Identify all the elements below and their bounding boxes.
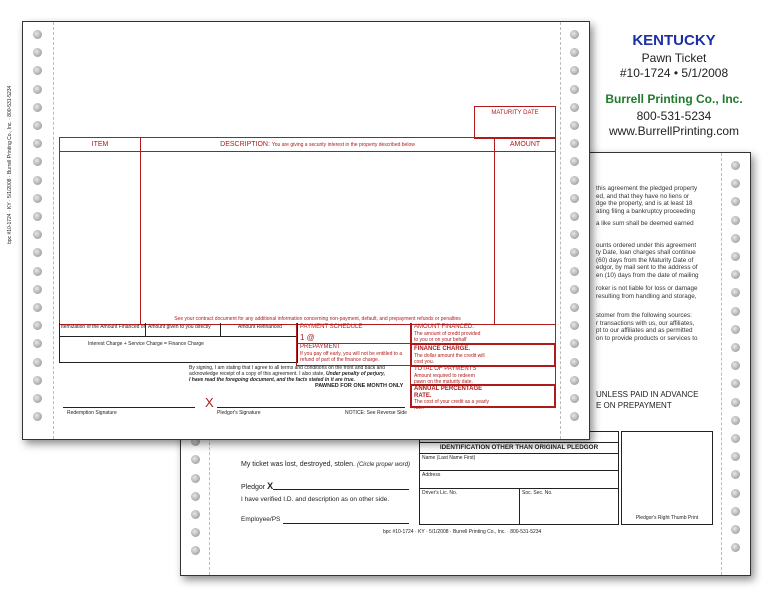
- tractor-hole: [570, 103, 579, 112]
- tractor-hole: [33, 303, 42, 312]
- tractor-hole: [33, 339, 42, 348]
- apr-box: [410, 384, 556, 411]
- tractor-hole: [731, 343, 740, 352]
- itemization-row: [59, 323, 298, 337]
- item-table: [59, 137, 556, 325]
- perforation-right: [721, 153, 722, 575]
- terms-line: this agreement the pledged property: [596, 185, 698, 192]
- agreement-text: [189, 365, 409, 383]
- tractor-hole: [33, 248, 42, 257]
- ssn-label: Soc. Sec. No.: [522, 490, 553, 496]
- tractor-hole: [191, 528, 200, 537]
- tractor-hole: [731, 434, 740, 443]
- tractor-hole: [731, 507, 740, 516]
- tractor-hole: [191, 474, 200, 483]
- maturity-date-label: MATURITY DATE: [491, 110, 539, 116]
- verified-text: I have verified I.D. and description as on other side.: [241, 496, 390, 503]
- charges-row: [59, 336, 298, 363]
- given-directly-label: Amount given to you directly: [148, 324, 211, 330]
- terms-line: resulting from handling and storage,: [596, 292, 697, 300]
- tractor-hole: [731, 197, 740, 206]
- tractor-hole: [731, 489, 740, 498]
- tractor-hole: [731, 452, 740, 461]
- employee-label: Employee/PS: [241, 516, 281, 523]
- terms-line: (60) days from the Maturity Date of: [596, 256, 694, 264]
- tractor-hole: [33, 376, 42, 385]
- tractor-hole: [570, 194, 579, 203]
- tractor-hole: [33, 321, 42, 330]
- tractor-hole: [33, 230, 42, 239]
- total-payments-note: Amount required to redeem pawn on the maturity date.: [414, 373, 475, 385]
- id-heading: IDENTIFICATION OTHER THAN ORIGINAL PLEDGOR: [439, 444, 599, 451]
- terms-line: ating filing a bankruptcy proceeding: [596, 207, 696, 215]
- amount-financed-label: AMOUNT FINANCED.: [414, 324, 474, 330]
- tractor-hole: [33, 121, 42, 130]
- tractor-hole: [731, 543, 740, 552]
- prepayment-text: E ON PREPAYMENT: [596, 401, 672, 410]
- cell-rule: [145, 323, 146, 336]
- terms-line: pt to our affiliates and as permitted: [596, 327, 693, 334]
- maturity-date-box: [474, 106, 556, 139]
- pawned-label: PAWNED FOR ONE MONTH ONLY: [315, 383, 404, 389]
- terms-line: on to provide products or services to: [596, 334, 698, 342]
- tractor-hole: [731, 216, 740, 225]
- payment-value: 1 @: [300, 333, 315, 342]
- tractor-hole: [570, 157, 579, 166]
- thumb-print-box: [621, 431, 713, 525]
- company-name: Burrell Printing Co., Inc.: [605, 92, 743, 106]
- tractor-hole: [33, 412, 42, 421]
- id-divider: [519, 488, 520, 524]
- tractor-hole: [570, 394, 579, 403]
- tractor-hole: [570, 85, 579, 94]
- id-divider: [420, 453, 618, 454]
- tractor-hole: [731, 234, 740, 243]
- tractor-hole: [33, 103, 42, 112]
- info-panel: [596, 32, 752, 139]
- tractor-hole: [570, 30, 579, 39]
- terms-line: ed, and that they have no liens or: [596, 192, 690, 200]
- tractor-hole: [731, 179, 740, 188]
- terms-line: stomer from the following sources:: [596, 312, 692, 319]
- pledgor-label: Pledgor X: [241, 481, 274, 491]
- amount-financed-box: [410, 323, 556, 344]
- tractor-hole: [33, 48, 42, 57]
- tractor-hole: [570, 376, 579, 385]
- front-sheet: [7, 21, 590, 440]
- tractor-hole: [570, 121, 579, 130]
- terms-text: [596, 185, 714, 342]
- tractor-hole: [731, 252, 740, 261]
- thumb-print-label: Pledgor's Right Thumb Print: [635, 515, 699, 521]
- employee-line: [283, 523, 409, 524]
- tractor-hole: [731, 379, 740, 388]
- charges-label: Interest Charge + Service Charge = Finance Charge: [88, 341, 204, 347]
- tractor-hole: [731, 325, 740, 334]
- tractor-hole: [570, 176, 579, 185]
- tractor-hole: [33, 176, 42, 185]
- name-label: Name (Last Name First): [422, 455, 476, 461]
- id-divider: [420, 470, 618, 471]
- tractor-hole: [33, 66, 42, 75]
- pledgor-x: X: [267, 481, 274, 491]
- tractor-hole: [33, 157, 42, 166]
- terms-line: roker is not liable for loss or damage: [596, 285, 698, 292]
- tractor-hole: [33, 394, 42, 403]
- tractor-hole: [570, 248, 579, 257]
- tractor-hole: [570, 303, 579, 312]
- company-website[interactable]: www.BurrellPrinting.com: [608, 124, 740, 138]
- apr-note: The cost of your credit as a yearly rate.: [414, 399, 490, 411]
- tractor-hole: [33, 30, 42, 39]
- form-name: Pawn Ticket: [641, 51, 707, 65]
- tractor-hole: [731, 288, 740, 297]
- tractor-hole: [731, 161, 740, 170]
- pledgor-signature-line: [217, 407, 405, 408]
- description-header: DESCRIPTION: You are giving a security interest in the property described below: [220, 141, 415, 148]
- side-code: bpc #10-1724 · KY · 5/1/2008 · Burrell Printing Co., Inc. · 800-531-5234: [7, 85, 13, 244]
- tractor-hole: [33, 358, 42, 367]
- id-block: [419, 431, 619, 525]
- company-phone: 800-531-5234: [636, 109, 712, 123]
- item-header: ITEM: [91, 141, 109, 148]
- column-rule: [140, 138, 141, 324]
- tractor-hole: [570, 267, 579, 276]
- terms-line: a like sum shall be deemed earned: [596, 220, 694, 227]
- notice-label: NOTICE: See Reverse Side: [345, 410, 407, 416]
- tractor-hole: [731, 416, 740, 425]
- agreement-line: I have read the foregoing document, and the facts stated in it are true.: [189, 377, 355, 383]
- unless-paid-text: UNLESS PAID IN ADVANCE: [596, 390, 699, 399]
- tractor-hole: [570, 48, 579, 57]
- tractor-hole: [570, 358, 579, 367]
- tractor-hole: [33, 212, 42, 221]
- state-title: KENTUCKY: [632, 32, 716, 49]
- terms-line: edgor, by mail sent to the address of: [596, 264, 698, 271]
- tractor-hole: [33, 139, 42, 148]
- cell-rule: [220, 323, 221, 336]
- license-label: Driver's Lic. No.: [422, 490, 458, 496]
- back-footer: bpc #10-1724 · KY · 5/1/2008 · Burrell Printing Co., Inc. · 800-531-5234: [383, 529, 542, 535]
- terms-line: en (10) days from the date of mailing: [596, 271, 699, 279]
- refinanced-label: Amount Refinanced: [238, 324, 282, 330]
- amount-header: AMOUNT: [509, 141, 541, 148]
- header-rule: [60, 151, 555, 152]
- tractor-hole: [570, 66, 579, 75]
- total-payments-box: [410, 365, 556, 385]
- finance-charge-note: The dollar amount the credit will cost you.: [414, 353, 485, 365]
- tractor-hole: [33, 85, 42, 94]
- tractor-hole: [731, 307, 740, 316]
- pledgor-signature-label: Pledgor's Signature: [217, 410, 261, 416]
- prepayment-note: If you pay off early, you will not be entitled to a refund of part of the finance charge.: [300, 351, 403, 363]
- prepayment-box: [296, 343, 412, 366]
- total-payments-label: TOTAL OF PAYMENTS: [414, 366, 477, 372]
- agreement-line: By signing, I am stating that I agree to all terms and conditions on the front and back and: [189, 365, 385, 371]
- payment-schedule-box: [296, 323, 412, 344]
- contract-note: See your contract document for any additional information concerning non-payment, default, and prepayment refunds or penalties: [174, 316, 461, 322]
- lost-ticket-label: My ticket was lost, destroyed, stolen.: [241, 461, 355, 468]
- tractor-hole: [731, 525, 740, 534]
- tractor-hole: [191, 455, 200, 464]
- apr-label: ANNUAL PERCENTAGE RATE.: [414, 386, 483, 399]
- tractor-hole: [570, 339, 579, 348]
- tractor-hole: [570, 285, 579, 294]
- tractor-hole: [570, 321, 579, 330]
- address-label: Address: [422, 472, 441, 478]
- lost-ticket-text: [241, 461, 410, 468]
- tractor-hole: [731, 361, 740, 370]
- terms-line: ounts ordered under this agreement: [596, 241, 697, 249]
- perforation-left: [53, 22, 54, 439]
- tractor-hole: [33, 267, 42, 276]
- tractor-hole: [191, 492, 200, 501]
- finance-charge-box: [410, 343, 556, 367]
- payment-schedule-label: PAYMENT SCHEDULE: [300, 324, 363, 330]
- id-divider: [420, 442, 618, 443]
- amount-financed-note: The amount of credit provided to you or on your behalf: [414, 331, 481, 343]
- circle-note: (Circle proper word): [356, 462, 410, 468]
- terms-line: r transactions with us, our affiliates,: [596, 319, 695, 327]
- itemization-label: Itemization of the Amount Financed of: [61, 324, 145, 330]
- prepayment-label: PREPAYMENT: [300, 344, 341, 350]
- perforation-right: [560, 22, 561, 439]
- tractor-hole: [731, 470, 740, 479]
- tractor-hole: [570, 139, 579, 148]
- tractor-hole: [570, 212, 579, 221]
- pledgor-line: [273, 489, 409, 490]
- form-id: #10-1724 • 5/1/2008: [619, 66, 729, 80]
- signature-x: X: [205, 395, 214, 410]
- column-rule: [494, 138, 495, 324]
- redemption-signature-label: Redemption Signature: [67, 410, 117, 416]
- tractor-hole: [731, 398, 740, 407]
- tractor-hole: [191, 510, 200, 519]
- tractor-hole: [570, 412, 579, 421]
- tractor-hole: [570, 230, 579, 239]
- tractor-hole: [33, 194, 42, 203]
- terms-line: dge the property, and is at least 18: [596, 200, 693, 207]
- terms-line: ty Date, loan charges shall continue: [596, 249, 696, 256]
- tractor-hole: [731, 270, 740, 279]
- tractor-hole: [33, 285, 42, 294]
- finance-charge-label: FINANCE CHARGE.: [414, 346, 471, 352]
- agreement-line: acknowledge receipt of a copy of this agreement. I also state, Under penalty of perjury,: [189, 371, 386, 377]
- redemption-signature-line: [63, 407, 195, 408]
- tractor-hole: [191, 546, 200, 555]
